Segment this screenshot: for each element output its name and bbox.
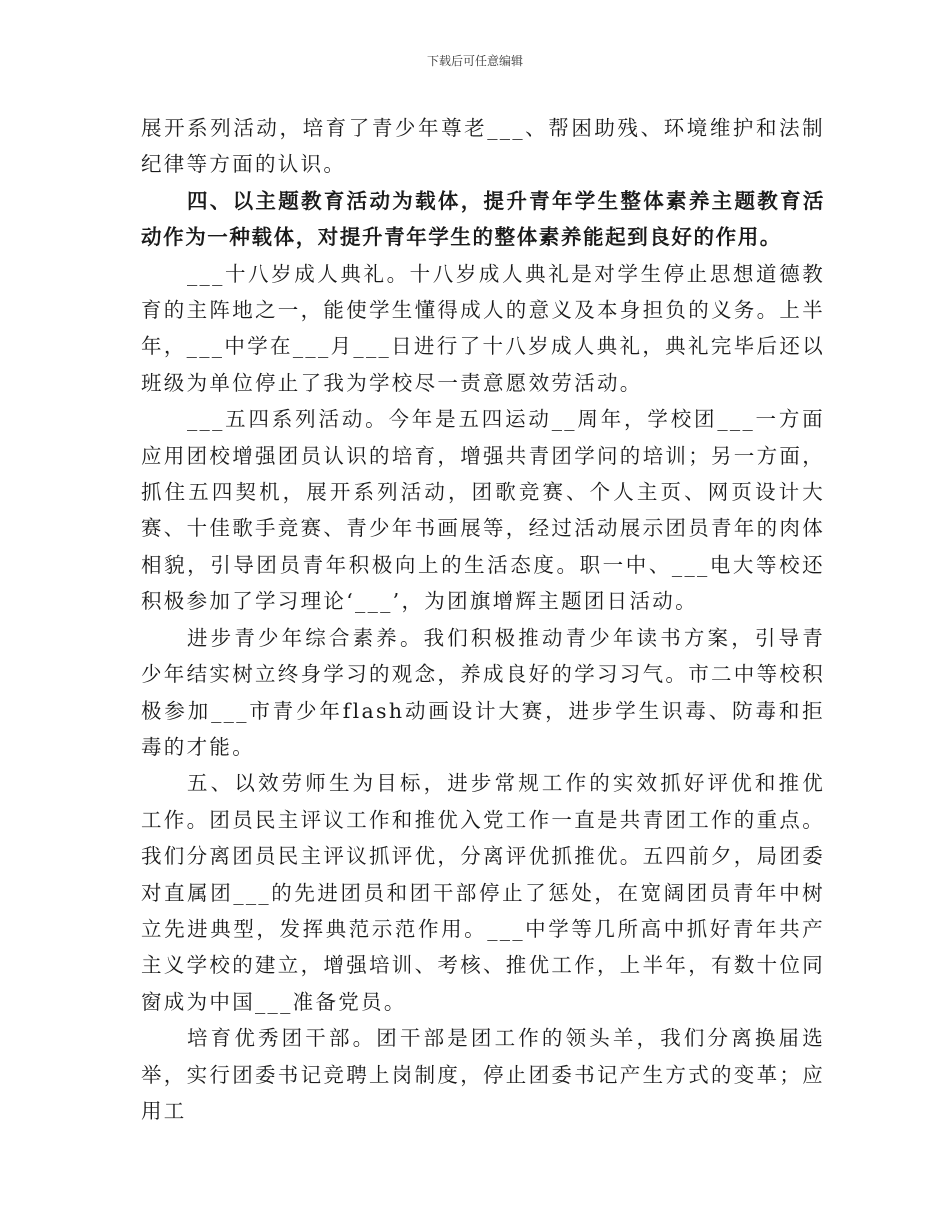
paragraph-youth-quality: 进步青少年综合素养。我们积极推动青少年读书方案，引导青少年结实树立终身学习的观念，养成良好的学习习气。市二中等校积极参加___市青少年flash动画设计大赛，进步学生识毒、防毒和拒毒的才能。 [141,625,825,759]
paragraph-1: 展开系列活动，培育了青少年尊老___、帮困助残、环境维护和法制纪律等方面的认识。 [141,116,825,177]
paragraph-coming-of-age-ceremony: ___十八岁成人典礼。十八岁成人典礼是对学生停止思想道德教育的主阵地之一，能使学生懂得成人的意义及本身担负的义务。上半年，___中学在___月___日进行了十八岁成人典礼，典礼完毕后还以班级为单位停止了我为学校尽一责意愿效劳活动。 [141,261,825,395]
paragraph-may-fourth-activities: ___五四系列活动。今年是五四运动__周年，学校团___一方面应用团校增强团员认识的培育，增强共青团学问的培训；另一方面，抓住五四契机，展开系列活动，团歌竞赛、个人主页、网页设计大赛、十佳歌手竞赛、青少年书画展等，经过活动展示团员青年的肉体相貌，引导团员青年积极向上的生活态度。职一中、___电大等校还积极参加了学习理论‘___’，为团旗增辉主题团日活动。 [141,407,825,614]
paragraph-cadre-training: 培育优秀团干部。团干部是团工作的领头羊，我们分离换届选举，实行团委书记竞聘上岗制度，停止团委书记产生方式的变革；应用工 [141,1026,825,1123]
section-heading-4: 四、以主题教育活动为载体，提升青年学生整体素养主题教育活动作为一种载体，对提升青年学生的整体素养能起到良好的作用。 [141,188,825,250]
page-header: 下载后可任意编辑 [426,54,523,68]
paragraph-section-5: 五、以效劳师生为目标，进步常规工作的实效抓好评优和推优工作。团员民主评议工作和推优入党工作一直是共青团工作的重点。我们分离团员民主评议抓评优，分离评优抓推优。五四前夕，局团委对直属团___的先进团员和团干部停止了惩处，在宽阔团员青年中树立先进典型，发挥典范示范作用。___中学等几所高中抓好青年共产主义学校的建立，增强培训、考核、推优工作，上半年，有数十位同窗成为中国___准备党员。 [141,771,825,1014]
document-body [141,110,825,1129]
